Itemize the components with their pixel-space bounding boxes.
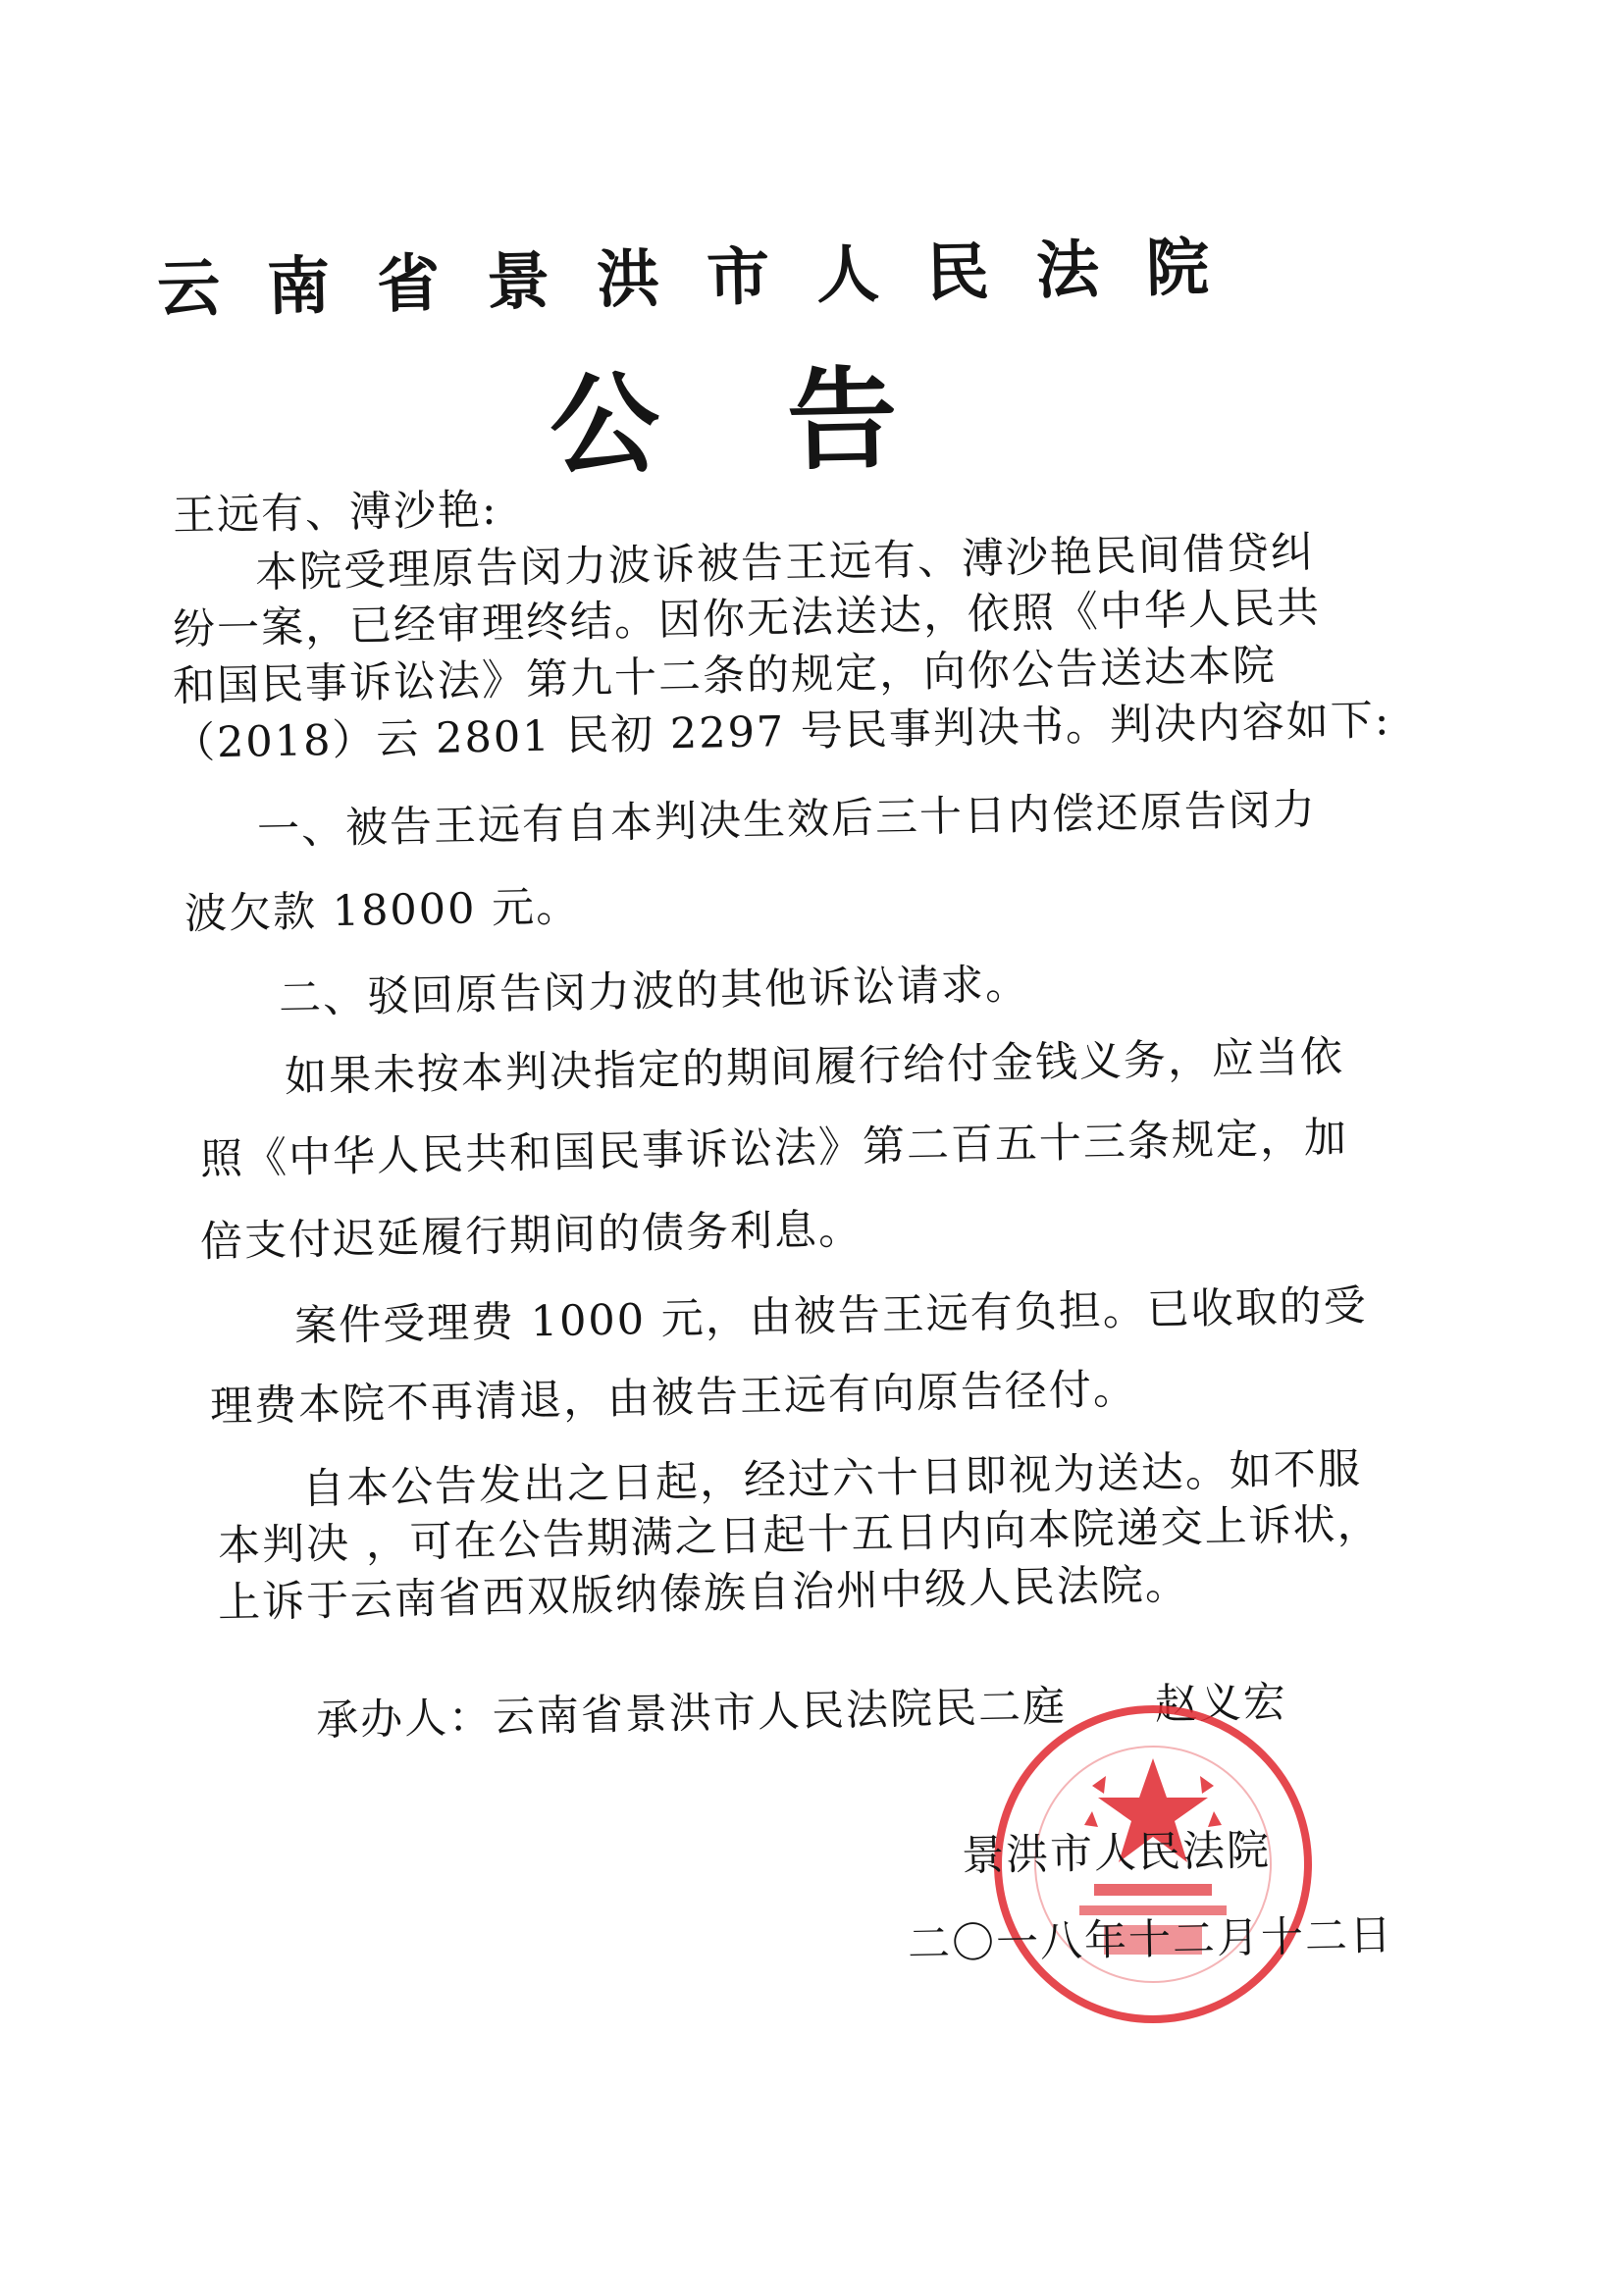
body-line: 本判决 ，可在公告期满之日起十五日内向本院递交上诉状， (217, 1499, 1383, 1571)
body-line: 波欠款 18000 元。 (183, 882, 581, 939)
court-name-heading: 云南省景洪市人民法院 (156, 231, 1257, 327)
body-line: 上诉于云南省西双版纳傣族自治州中级人民法院。 (217, 1559, 1190, 1628)
addressee: 王远有、溥沙艳: (172, 485, 498, 541)
issuer-name: 景洪市人民法院 (961, 1825, 1272, 1881)
body-line: 自本公告发出之日起，经过六十日即视为送达。如不服 (301, 1444, 1363, 1514)
body-line: 一、被告王远有自本判决生效后三十日内偿还原告闵力 (256, 785, 1318, 855)
body-line: 二、驳回原告闵力波的其他诉讼请求。 (278, 960, 1030, 1023)
body-line: 如果未按本判决指定的期间履行给付金钱义务，应当依 (284, 1032, 1345, 1102)
issue-date: 二〇一八年十二月十二日 (907, 1910, 1394, 1969)
body-line: （2018）云 2801 民初 2297 号民事判决书。判决内容如下: (172, 696, 1391, 768)
body-line: 倍支付迟延履行期间的债务利息。 (199, 1205, 864, 1267)
body-line: 案件受理费 1000 元，由被告王远有负担。已收取的受 (293, 1281, 1369, 1351)
body-line: 本院受理原告闵力波诉被告王远有、溥沙艳民间借贷纠 (254, 528, 1316, 598)
body-line: 纷一案，已经审理终结。因你无法送达，依照《中华人民共 (172, 583, 1322, 654)
body-line: 理费本院不再清退，由被告王远有向原告径付。 (209, 1364, 1138, 1432)
notice-title: 公告 (548, 352, 1026, 492)
body-line: 和国民事诉讼法》第九十二条的规定，向你公告送达本院 (172, 641, 1278, 711)
body-line: 照《中华人民共和国民事诉讼法》第二百五十三条规定，加 (199, 1113, 1349, 1184)
handler-line: 承办人：云南省景洪市人民法院民二庭 赵义宏 (315, 1677, 1288, 1746)
